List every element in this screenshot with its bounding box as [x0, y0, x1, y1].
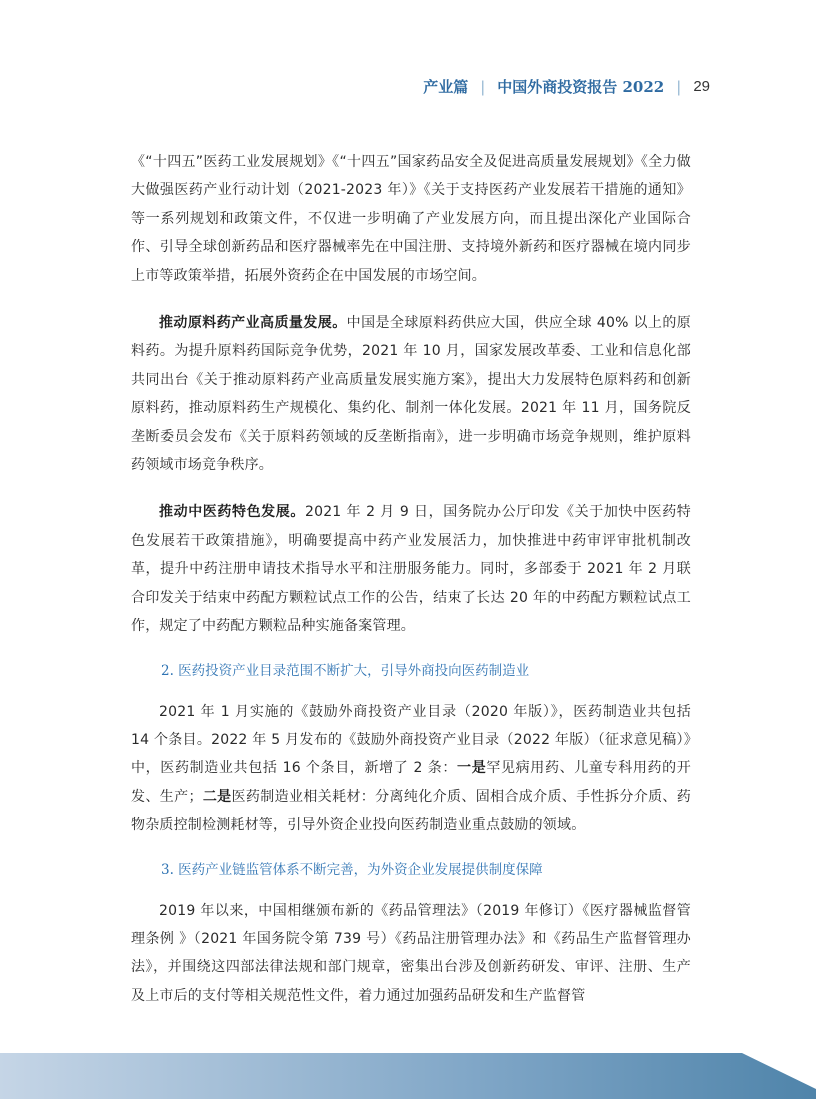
page-number: 29 — [693, 78, 710, 95]
header-separator: | — [480, 77, 486, 96]
paragraph-4-part2: 罕见病用药、儿童专科用药的开发、生产； — [131, 760, 691, 805]
report-title: 中国外商投资报告 2022 — [497, 78, 665, 96]
paragraph-2-lead: 推动原料药产业高质量发展。 — [159, 315, 347, 332]
paragraph-3-lead: 推动中医药特色发展。 — [159, 504, 305, 521]
paragraph-api-industry — [131, 309, 691, 479]
running-header — [423, 76, 710, 97]
paragraph-4-part3: 医药制造业相关耗材：分离纯化介质、固相合成介质、手性拆分介质、药物杂质控制检测耗材等，引导外资企业投向医药制造业重点鼓励的领域。 — [131, 788, 691, 834]
footer-decorative-band — [0, 1053, 816, 1099]
paragraph-investment-catalog — [131, 698, 691, 840]
paragraph-3-text: 2021 年 2 月 9 日，国务院办公厅印发《关于加快中医药特色发展若干政策措施》，明确要提高中药产业发展活力，加快推进中药审评审批机制改革，提升中药注册申请技术指导水平和注册服务能力。同时，多部委于 2021 年 2 月联合印发关于结束中药配方颗粒试点工作的公告，结束了长达 20 年的中药配方颗粒试点工作，规定了中药配方颗粒品种实施备案管理。 — [131, 504, 692, 635]
paragraph-4-part1: 2021 年 1 月实施的《鼓励外商投资产业目录（2020 年版）》，医药制造业共包括 14 个条目。2022 年 5 月发布的《鼓励外商投资产业目录（2022 年版）（征求意见稿）》中，医药制造业共包括 16 个条目，新增了 2 条： — [131, 703, 691, 777]
paragraph-2-text: 中国是全球原料药供应大国，供应全球 40% 以上的原料药。为提升原料药国际竞争优势，2021 年 10 月，国家发展改革委、工业和信息化部共同出台《关于推动原料药产业高质量发展实施方案》，提出大力发展特色原料药和创新原料药，推动原料药生产规模化、集约化、制剂一体化发展。2021 年 11 月，国务院反垄断委员会发布《关于原料药领域的反垄断指南》，进一步明确市场竞争规则，维护原料药领域市场竞争秩序。 — [131, 315, 691, 474]
paragraph-5-text: 2019 年以来，中国相继颁布新的《药品管理法》（2019 年修订）《医疗器械监督管理条例 》（2021 年国务院令第 739 号）《药品注册管理办法》和《药品生产监督管理办法》，并围绕这四部法律法规和部门规章，密集出台涉及创新药研发、审评、注册、生产及上市后的支付等相关规范性文件，着力通过加强药品研发和生产监督管 — [131, 902, 691, 1004]
paragraph-4-bold-1: 一是 — [457, 760, 487, 777]
page-body — [131, 148, 691, 1029]
subheading-3: 3. 医药产业链监管体系不断完善，为外资企业发展提供制度保障 — [161, 861, 543, 878]
paragraph-1-text: 《“十四五”医药工业发展规划》《“十四五”国家药品安全及促进高质量发展规划》《全力做大做强医药产业行动计划（2021-2023 年）》《关于支持医药产业发展若干措施的通知》等一系列规划和政策文件，不仅进一步明确了产业发展方向，而且提出深化产业国际合作、引导全球创新药品和医疗器械率先在中国注册、支持境外新药和医疗器械在境内同步上市等政策举措，拓展外资药企在中国发展的市场空间。 — [131, 154, 691, 284]
paragraph-policy-documents — [131, 148, 691, 290]
paragraph-4-bold-2: 二是 — [202, 788, 232, 805]
section-title: 产业篇 — [423, 78, 469, 96]
subheading-2: 2. 医药投资产业目录范围不断扩大，引导外商投向医药制造业 — [161, 662, 530, 679]
paragraph-tcm — [131, 498, 691, 640]
header-separator-2: | — [676, 77, 682, 96]
paragraph-regulation — [131, 897, 691, 1011]
